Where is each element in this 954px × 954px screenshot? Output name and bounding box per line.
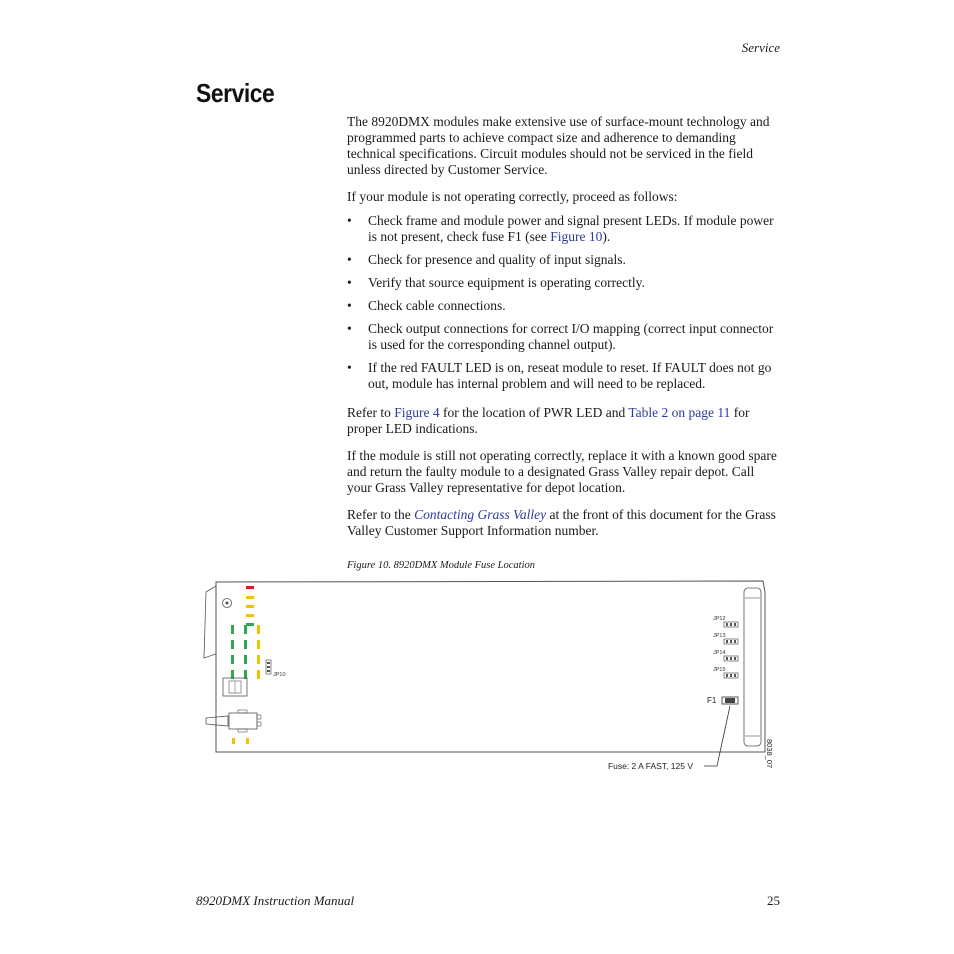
board-outline bbox=[216, 581, 765, 752]
status-led bbox=[246, 605, 254, 608]
jp10-label: JP10 bbox=[273, 672, 286, 678]
intro-paragraph bbox=[347, 114, 782, 178]
fault-led bbox=[246, 586, 254, 589]
list-item: • Verify that source equipment is operating correctly. bbox=[347, 275, 645, 290]
jp15-label: JP15 bbox=[713, 667, 726, 673]
f1-label: F1 bbox=[707, 696, 717, 705]
contact-paragraph bbox=[347, 507, 782, 539]
signal-leds bbox=[231, 625, 260, 679]
list-item: • If the red FAULT LED is on, reseat module to reset. If FAULT does not go out, module has internal problem and will need to be replaced. bbox=[347, 360, 772, 391]
replace-text: If the module is still not operating correctly, replace it with a known good spare and return the faulty module to a designated Grass Valley repair depot. Call your Grass Valley representative for depot location. bbox=[347, 448, 777, 495]
page-title: Service bbox=[196, 78, 275, 108]
bullet-text: Check output connections for correct I/O mapping (correct input connector is used for the corresponding channel output). bbox=[368, 321, 774, 352]
footer-manual-title: 8920DMX Instruction Manual bbox=[196, 893, 355, 908]
board-bracket bbox=[204, 586, 216, 658]
bullet-text: Check cable connections. bbox=[368, 298, 506, 313]
refer-paragraph bbox=[347, 405, 782, 437]
footer-page-number: 25 bbox=[767, 893, 780, 908]
proceed-text: If your module is not operating correctly, proceed as follows: bbox=[347, 189, 678, 204]
list-item: • Check cable connections. bbox=[347, 298, 506, 313]
list-item: • Check for presence and quality of input signals. bbox=[347, 252, 626, 267]
proceed-paragraph bbox=[347, 189, 782, 205]
replace-paragraph bbox=[347, 448, 782, 496]
fuse-callout-leader bbox=[704, 706, 730, 766]
refer-text: for proper LED indications. bbox=[347, 405, 750, 436]
bullet-text: If the red FAULT LED is on, reseat module to reset. If FAULT does not go out, module has internal problem and will need to be replaced. bbox=[368, 360, 772, 391]
table-2-link[interactable]: Table 2 on page 11 bbox=[628, 405, 731, 420]
power-cable bbox=[206, 716, 228, 726]
troubleshooting-list bbox=[347, 213, 782, 399]
bullet-text: ). bbox=[602, 229, 611, 244]
jp13-label: JP13 bbox=[713, 633, 726, 639]
drawing-id: 8038_07 bbox=[765, 739, 774, 769]
contacting-grass-valley-link[interactable]: Contacting Grass Valley bbox=[414, 507, 547, 522]
jp14-label: JP14 bbox=[713, 650, 726, 656]
list-item: • Check frame and module power and signal present LEDs. If module power is not present, check fuse F1 (see Figure 10). bbox=[347, 213, 774, 244]
edge-connector bbox=[744, 588, 761, 746]
module-fuse-diagram bbox=[196, 576, 786, 781]
figure-10-link[interactable]: Figure 10 bbox=[550, 229, 603, 244]
contact-text: at the front of this document for the Grass Valley Customer Support Information number. bbox=[347, 507, 776, 538]
bullet-text: Check frame and module power and signal present LEDs. If module power is not present, check fuse F1 (see bbox=[368, 213, 774, 244]
status-led bbox=[246, 623, 254, 626]
fuse-callout: Fuse: 2 A FAST, 125 V bbox=[607, 761, 693, 771]
refer-text: for the location of PWR LED and bbox=[439, 405, 629, 420]
contact-text: Refer to the bbox=[347, 507, 415, 522]
power-connector bbox=[229, 713, 257, 729]
running-head: Service bbox=[741, 40, 780, 55]
status-led bbox=[246, 596, 254, 599]
status-led bbox=[232, 738, 235, 744]
refer-text: Refer to bbox=[347, 405, 395, 420]
intro-text: The 8920DMX modules make extensive use of surface-mount technology and programmed parts to achieve compact size and adherence to demanding technical specifications. Circuit modules should not be serviced in the field unless directed by Customer Service. bbox=[347, 114, 770, 177]
jp12-label: JP12 bbox=[713, 616, 726, 622]
status-led bbox=[246, 738, 249, 744]
bullet-text: Check for presence and quality of input signals. bbox=[368, 252, 626, 267]
figure-4-link[interactable]: Figure 4 bbox=[394, 405, 440, 420]
list-item: • Check output connections for correct I/O mapping (correct input connector is used for the corresponding channel output). bbox=[347, 321, 774, 352]
status-led bbox=[246, 614, 254, 617]
figure-caption: Figure 10. 8920DMX Module Fuse Location bbox=[347, 560, 536, 571]
bullet-text: Verify that source equipment is operating correctly. bbox=[368, 275, 645, 290]
